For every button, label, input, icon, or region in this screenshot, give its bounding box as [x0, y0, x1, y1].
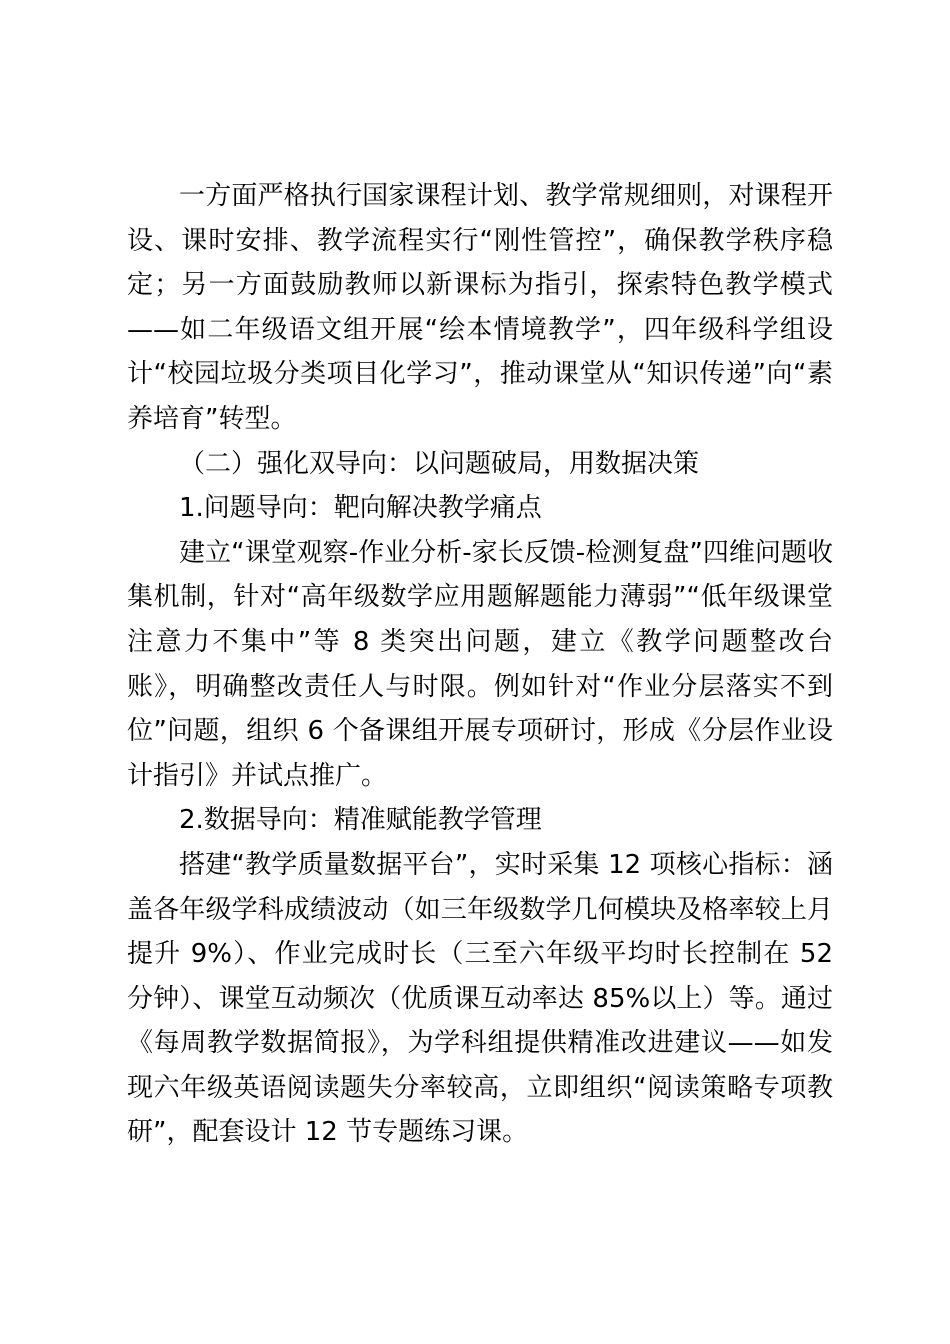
paragraph-teaching-model: 一方面严格执行国家课程计划、教学常规细则，对课程开设、课时安排、教学流程实行“刚性管控”，确保教学秩序稳定；另一方面鼓励教师以新课标为指引，探索特色教学模式——如二年级语文组开展“绘本情境教学”，四年级科学组设计“校园垃圾分类项目化学习”，推动课堂从“知识传递”向“素养培育”转型。	[127, 181, 833, 434]
subheading-problem-orientation: 1.问题导向：靶向解决教学痛点	[179, 493, 542, 524]
section-heading-dual-orientation: （二）强化双导向：以问题破局，用数据决策	[179, 448, 700, 479]
paragraph-data-platform: 搭建“教学质量数据平台”，实时采集 12 项核心指标：涵盖各年级学科成绩波动（如三年级数学几何模块及格率较上月提升 9%）、作业完成时长（三至六年级平均时长控制在 52 分钟）、课堂互动频次（优质课互动率达 85%以上）等。通过《每周教学数据简报》，为学科组提供精准改进建议——如发现六年级英语阅读题失分率较高，立即组织“阅读策略专项教研”，配套设计 12 节专题练习课。	[127, 849, 833, 1148]
paragraph-problem-collection: 建立“课堂观察-作业分析-家长反馈-检测复盘”四维问题收集机制，针对“高年级数学应用题解题能力薄弱”“低年级课堂注意力不集中”等 8 类突出问题，建立《教学问题整改台账》，明确整改责任人与时限。例如针对“作业分层落实不到位”问题，组织 6 个备课组开展专项研讨，形成《分层作业设计指引》并试点推广。	[127, 537, 833, 791]
subheading-data-orientation: 2.数据导向：精准赋能教学管理	[179, 805, 542, 836]
document-body	[127, 174, 833, 1155]
